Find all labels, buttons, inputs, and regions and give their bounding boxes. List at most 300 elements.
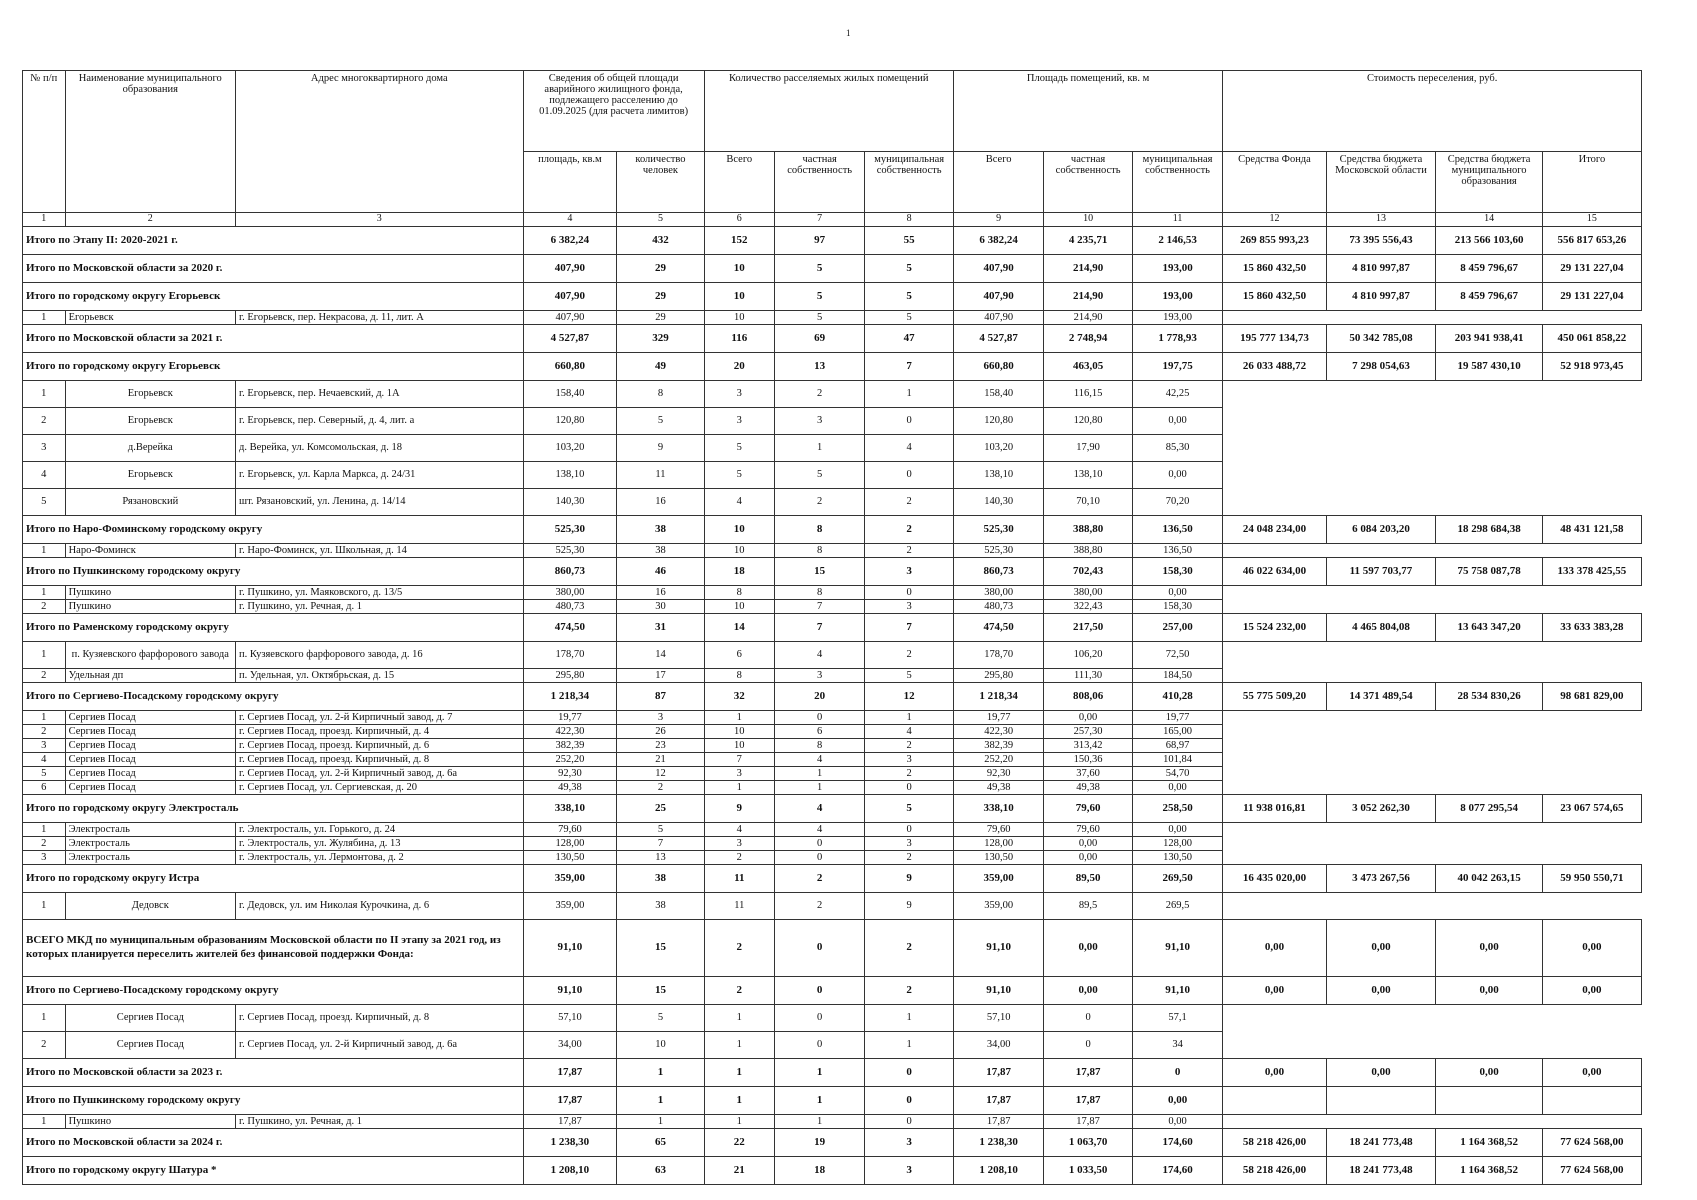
table-row (23, 381, 1642, 408)
row-municipality: Егорьевск (65, 311, 235, 325)
row-value: 525,30 (523, 516, 617, 544)
empty-cell (1542, 381, 1641, 408)
table-row (23, 489, 1642, 516)
empty-cell (1436, 435, 1543, 462)
row-value: 1 (704, 1059, 774, 1087)
row-value: 18 (704, 558, 774, 586)
row-value: 10 (704, 516, 774, 544)
row-value: 252,20 (953, 753, 1044, 767)
row-value: 3 (774, 408, 865, 435)
row-value: 138,10 (523, 462, 617, 489)
row-value: 0 (774, 1005, 865, 1032)
row-value: 10 (617, 1032, 704, 1059)
table-row (23, 544, 1642, 558)
row-value: 2 146,53 (1132, 227, 1223, 255)
row-value: 8 (774, 586, 865, 600)
row-value: 2 (704, 977, 774, 1005)
row-value: 79,60 (1044, 823, 1132, 837)
row-value: 52 918 973,45 (1542, 353, 1641, 381)
row-value: 702,43 (1044, 558, 1132, 586)
row-value: 29 (617, 255, 704, 283)
row-value: 17,87 (523, 1059, 617, 1087)
row-value: 0,00 (1044, 851, 1132, 865)
empty-cell (1542, 489, 1641, 516)
row-municipality: Наро-Фоминск (65, 544, 235, 558)
row-value: 0,00 (1326, 920, 1436, 977)
row-value: 407,90 (953, 255, 1044, 283)
row-value: 1 (774, 1059, 865, 1087)
row-value: 2 (865, 920, 953, 977)
row-value: 3 (617, 711, 704, 725)
row-address: д. Верейка, ул. Комсомольская, д. 18 (236, 435, 524, 462)
row-value (1542, 1087, 1641, 1115)
row-value: 55 775 509,20 (1223, 683, 1326, 711)
row-value: 89,50 (1044, 865, 1132, 893)
row-municipality: д.Верейка (65, 435, 235, 462)
row-number: 1 (23, 311, 66, 325)
header-people: количество человек (617, 152, 704, 213)
row-value: 2 748,94 (1044, 325, 1132, 353)
row-label: Итого по городскому округу Шатура * (23, 1157, 524, 1185)
row-municipality: Пушкино (65, 586, 235, 600)
empty-cell (1326, 753, 1436, 767)
row-value: 6 084 203,20 (1326, 516, 1436, 544)
row-value: 474,50 (523, 614, 617, 642)
empty-cell (1326, 544, 1436, 558)
row-value: 380,00 (953, 586, 1044, 600)
row-value: 407,90 (953, 311, 1044, 325)
row-value: 14 371 489,54 (1326, 683, 1436, 711)
row-value: 8 459 796,67 (1436, 283, 1543, 311)
row-value: 91,10 (953, 977, 1044, 1005)
row-value (1436, 1087, 1543, 1115)
row-value: 3 (704, 381, 774, 408)
empty-cell (1223, 586, 1326, 600)
row-value: 140,30 (523, 489, 617, 516)
table-row (23, 739, 1642, 753)
row-value: 525,30 (523, 544, 617, 558)
table-row (23, 767, 1642, 781)
row-number: 6 (23, 781, 66, 795)
empty-cell (1542, 544, 1641, 558)
row-value: 0,00 (1132, 781, 1223, 795)
row-value: 174,60 (1132, 1129, 1223, 1157)
row-address: г. Сергиев Посад, проезд. Кирпичный, д. 8 (236, 1005, 524, 1032)
row-value: 15 (617, 977, 704, 1005)
row-value: 30 (617, 600, 704, 614)
empty-cell (1436, 1032, 1543, 1059)
row-value: 77 624 568,00 (1542, 1157, 1641, 1185)
header-cost: Стоимость переселения, руб. (1223, 71, 1642, 152)
row-value: 2 (774, 489, 865, 516)
row-value: 12 (865, 683, 953, 711)
empty-cell (1542, 781, 1641, 795)
row-value: 57,10 (953, 1005, 1044, 1032)
row-value: 4 810 997,87 (1326, 255, 1436, 283)
row-value: 4 (704, 489, 774, 516)
row-municipality: Дедовск (65, 893, 235, 920)
empty-cell (1326, 837, 1436, 851)
row-value: 3 (704, 837, 774, 851)
table-row (23, 435, 1642, 462)
row-municipality: Пушкино (65, 600, 235, 614)
column-number: 15 (1542, 213, 1641, 227)
row-value: 17,87 (953, 1087, 1044, 1115)
empty-cell (1542, 435, 1641, 462)
row-value: 91,10 (953, 920, 1044, 977)
row-value: 11 938 016,81 (1223, 795, 1326, 823)
row-number: 4 (23, 462, 66, 489)
row-value: 59 950 550,71 (1542, 865, 1641, 893)
empty-cell (1542, 1115, 1641, 1129)
row-value: 6 382,24 (523, 227, 617, 255)
row-value: 38 (617, 865, 704, 893)
row-value: 15 524 232,00 (1223, 614, 1326, 642)
row-value: 79,60 (523, 823, 617, 837)
row-value: 79,60 (953, 823, 1044, 837)
empty-cell (1436, 669, 1543, 683)
subtotal-row (23, 353, 1642, 381)
row-value: 158,30 (1132, 600, 1223, 614)
row-value: 0,00 (1044, 920, 1132, 977)
empty-cell (1326, 489, 1436, 516)
empty-cell (1542, 851, 1641, 865)
row-label: Итого по Пушкинскому городскому округу (23, 1087, 524, 1115)
row-value: 17,87 (1044, 1059, 1132, 1087)
header-address: Адрес многоквартирного дома (236, 71, 524, 213)
row-value: 17,87 (953, 1059, 1044, 1087)
row-value: 15 860 432,50 (1223, 283, 1326, 311)
row-value: 0 (774, 1032, 865, 1059)
row-value: 359,00 (523, 865, 617, 893)
row-value: 2 (617, 781, 704, 795)
column-number: 7 (774, 213, 865, 227)
empty-cell (1436, 725, 1543, 739)
row-value: 58 218 426,00 (1223, 1157, 1326, 1185)
row-value: 0,00 (1044, 977, 1132, 1005)
row-label: Итого по Московской области за 2021 г. (23, 325, 524, 353)
row-value: 5 (617, 1005, 704, 1032)
row-value: 133 378 425,55 (1542, 558, 1641, 586)
row-label: Итого по городскому округу Истра (23, 865, 524, 893)
row-value: 19,77 (1132, 711, 1223, 725)
row-value (1223, 1087, 1326, 1115)
empty-cell (1223, 1005, 1326, 1032)
row-value: 21 (704, 1157, 774, 1185)
row-value: 8 (704, 669, 774, 683)
row-value: 203 941 938,41 (1436, 325, 1543, 353)
row-value: 68,97 (1132, 739, 1223, 753)
row-value: 193,00 (1132, 255, 1223, 283)
table-body (23, 227, 1642, 1185)
empty-cell (1542, 837, 1641, 851)
row-value: 7 298 054,63 (1326, 353, 1436, 381)
row-address: г. Электросталь, ул. Горького, д. 24 (236, 823, 524, 837)
row-address: г. Егорьевск, пер. Нечаевский, д. 1А (236, 381, 524, 408)
row-value: 195 777 134,73 (1223, 325, 1326, 353)
empty-cell (1542, 823, 1641, 837)
row-municipality: Сергиев Посад (65, 739, 235, 753)
row-value: 16 (617, 586, 704, 600)
row-municipality: Электросталь (65, 851, 235, 865)
row-value: 1 (774, 767, 865, 781)
empty-cell (1326, 586, 1436, 600)
row-value: 0,00 (1326, 1059, 1436, 1087)
row-address: г. Наро-Фоминск, ул. Школьная, д. 14 (236, 544, 524, 558)
row-value: 1 (704, 781, 774, 795)
row-value: 338,10 (953, 795, 1044, 823)
empty-cell (1326, 893, 1436, 920)
empty-cell (1326, 642, 1436, 669)
table-row (23, 837, 1642, 851)
row-value: 252,20 (523, 753, 617, 767)
row-value: 6 (704, 642, 774, 669)
row-value: 3 (865, 558, 953, 586)
empty-cell (1542, 711, 1641, 725)
header-fund: Средства Фонда (1223, 152, 1326, 213)
row-number: 3 (23, 851, 66, 865)
table-row (23, 1115, 1642, 1129)
row-label: Итого по Московской области за 2020 г. (23, 255, 524, 283)
row-address: г. Сергиев Посад, ул. 2-й Кирпичный завод, д. 7 (236, 711, 524, 725)
row-value: 17,87 (953, 1115, 1044, 1129)
row-value: 91,10 (523, 977, 617, 1005)
table-row (23, 642, 1642, 669)
row-value: 17,90 (1044, 435, 1132, 462)
table-row (23, 311, 1642, 325)
empty-cell (1326, 711, 1436, 725)
row-value: 4 (865, 725, 953, 739)
row-value: 14 (617, 642, 704, 669)
row-value: 10 (704, 283, 774, 311)
empty-cell (1436, 544, 1543, 558)
row-value: 3 (865, 1129, 953, 1157)
row-value: 860,73 (953, 558, 1044, 586)
row-value: 38 (617, 893, 704, 920)
row-value: 0 (1044, 1005, 1132, 1032)
row-value: 5 (865, 283, 953, 311)
row-value: 14 (704, 614, 774, 642)
row-value: 2 (774, 893, 865, 920)
row-municipality: Сергиев Посад (65, 1032, 235, 1059)
row-value: 9 (865, 865, 953, 893)
empty-cell (1542, 669, 1641, 683)
row-label: Итого по Этапу II: 2020-2021 г. (23, 227, 524, 255)
row-value: 0 (1132, 1059, 1223, 1087)
row-value: 1 238,30 (953, 1129, 1044, 1157)
row-value: 193,00 (1132, 283, 1223, 311)
row-value (1326, 1087, 1436, 1115)
row-value: 21 (617, 753, 704, 767)
row-number: 1 (23, 711, 66, 725)
row-value: 382,39 (523, 739, 617, 753)
subtotal-row (23, 865, 1642, 893)
row-value: 136,50 (1132, 544, 1223, 558)
row-value: 13 643 347,20 (1436, 614, 1543, 642)
row-value: 1 (774, 781, 865, 795)
row-value: 4 (774, 823, 865, 837)
row-value: 4 810 997,87 (1326, 283, 1436, 311)
row-value: 1 164 368,52 (1436, 1129, 1543, 1157)
row-value: 103,20 (953, 435, 1044, 462)
subtotal-row (23, 614, 1642, 642)
row-value: 257,30 (1044, 725, 1132, 739)
row-value: 120,80 (953, 408, 1044, 435)
row-address: г. Сергиев Посад, ул. Сергиевская, д. 20 (236, 781, 524, 795)
column-number: 1 (23, 213, 66, 227)
row-value: 4 (774, 795, 865, 823)
row-value: 98 681 829,00 (1542, 683, 1641, 711)
row-value: 0,00 (1436, 977, 1543, 1005)
row-value: 6 (774, 725, 865, 739)
row-value: 329 (617, 325, 704, 353)
subtotal-row (23, 558, 1642, 586)
row-value: 450 061 858,22 (1542, 325, 1641, 353)
row-value: 4 (704, 823, 774, 837)
empty-cell (1223, 381, 1326, 408)
row-municipality: Электросталь (65, 823, 235, 837)
row-value: 38 (617, 516, 704, 544)
row-value: 130,50 (953, 851, 1044, 865)
row-value: 269,50 (1132, 865, 1223, 893)
row-value: 10 (704, 311, 774, 325)
row-value: 0 (865, 1059, 953, 1087)
row-value: 5 (865, 311, 953, 325)
row-value: 3 (865, 753, 953, 767)
row-value: 4 (774, 753, 865, 767)
row-value: 1 (704, 1087, 774, 1115)
empty-cell (1436, 893, 1543, 920)
empty-cell (1326, 311, 1436, 325)
row-value: 50 342 785,08 (1326, 325, 1436, 353)
header-num: № п/п (23, 71, 66, 213)
row-address: г. Егорьевск, пер. Северный, д. 4, лит. а (236, 408, 524, 435)
row-value: 15 (774, 558, 865, 586)
row-value: 72,50 (1132, 642, 1223, 669)
row-value: 359,00 (523, 893, 617, 920)
table-row (23, 600, 1642, 614)
row-value: 197,75 (1132, 353, 1223, 381)
row-value: 19 (774, 1129, 865, 1157)
header-total: Всего (704, 152, 774, 213)
row-number: 1 (23, 1115, 66, 1129)
row-value: 26 033 488,72 (1223, 353, 1326, 381)
row-value: 3 (865, 600, 953, 614)
row-value: 214,90 (1044, 283, 1132, 311)
row-value: 20 (704, 353, 774, 381)
row-address: г. Дедовск, ул. им Николая Курочкина, д. 6 (236, 893, 524, 920)
row-value: 1 (704, 711, 774, 725)
row-value: 29 131 227,04 (1542, 283, 1641, 311)
column-numbers-row (23, 213, 1642, 227)
subtotal-row (23, 1059, 1642, 1087)
empty-cell (1223, 311, 1326, 325)
row-value: 808,06 (1044, 683, 1132, 711)
empty-cell (1542, 767, 1641, 781)
row-value: 106,20 (1044, 642, 1132, 669)
row-value: 16 (617, 489, 704, 516)
row-value: 5 (704, 462, 774, 489)
row-value: 213 566 103,60 (1436, 227, 1543, 255)
row-value: 5 (774, 462, 865, 489)
row-value: 29 (617, 311, 704, 325)
row-value: 860,73 (523, 558, 617, 586)
empty-cell (1223, 544, 1326, 558)
empty-cell (1326, 408, 1436, 435)
row-number: 1 (23, 642, 66, 669)
empty-cell (1223, 823, 1326, 837)
empty-cell (1542, 586, 1641, 600)
row-value: 0,00 (1132, 1115, 1223, 1129)
empty-cell (1542, 739, 1641, 753)
row-address: г. Пушкино, ул. Речная, д. 1 (236, 600, 524, 614)
row-value: 0 (1044, 1032, 1132, 1059)
row-value: 407,90 (523, 283, 617, 311)
row-value: 79,60 (1044, 795, 1132, 823)
row-value: 75 758 087,78 (1436, 558, 1543, 586)
row-value: 7 (865, 614, 953, 642)
empty-cell (1223, 781, 1326, 795)
empty-cell (1326, 739, 1436, 753)
empty-cell (1436, 462, 1543, 489)
row-value: 174,60 (1132, 1157, 1223, 1185)
empty-cell (1436, 767, 1543, 781)
row-value: 8 077 295,54 (1436, 795, 1543, 823)
row-value: 1 208,10 (523, 1157, 617, 1185)
row-value: 1 063,70 (1044, 1129, 1132, 1157)
empty-cell (1223, 851, 1326, 865)
row-value: 10 (704, 725, 774, 739)
subtotal-row (23, 1087, 1642, 1115)
empty-cell (1223, 600, 1326, 614)
row-value: 432 (617, 227, 704, 255)
empty-cell (1542, 311, 1641, 325)
column-number: 10 (1044, 213, 1132, 227)
row-municipality: Сергиев Посад (65, 767, 235, 781)
empty-cell (1223, 462, 1326, 489)
row-value: 2 (704, 920, 774, 977)
row-value: 85,30 (1132, 435, 1223, 462)
row-value: 313,42 (1044, 739, 1132, 753)
row-value: 116 (704, 325, 774, 353)
row-value: 17,87 (523, 1087, 617, 1115)
row-value: 407,90 (523, 311, 617, 325)
row-number: 1 (23, 544, 66, 558)
row-value: 422,30 (953, 725, 1044, 739)
empty-cell (1326, 1032, 1436, 1059)
row-value: 87 (617, 683, 704, 711)
row-number: 3 (23, 739, 66, 753)
row-municipality: Егорьевск (65, 408, 235, 435)
row-value: 2 (865, 516, 953, 544)
row-value: 1 (617, 1087, 704, 1115)
row-municipality: Сергиев Посад (65, 1005, 235, 1032)
row-number: 2 (23, 669, 66, 683)
column-number: 5 (617, 213, 704, 227)
subtotal-row (23, 1157, 1642, 1185)
empty-cell (1223, 669, 1326, 683)
row-value: 10 (704, 255, 774, 283)
empty-cell (1542, 893, 1641, 920)
column-number: 8 (865, 213, 953, 227)
header-area-sqm: площадь, кв.м (523, 152, 617, 213)
row-municipality: Сергиев Посад (65, 711, 235, 725)
empty-cell (1542, 753, 1641, 767)
header-itogo: Итого (1542, 152, 1641, 213)
row-value: 91,10 (523, 920, 617, 977)
empty-cell (1542, 1032, 1641, 1059)
row-address: г. Сергиев Посад, ул. 2-й Кирпичный завод, д. 6а (236, 767, 524, 781)
